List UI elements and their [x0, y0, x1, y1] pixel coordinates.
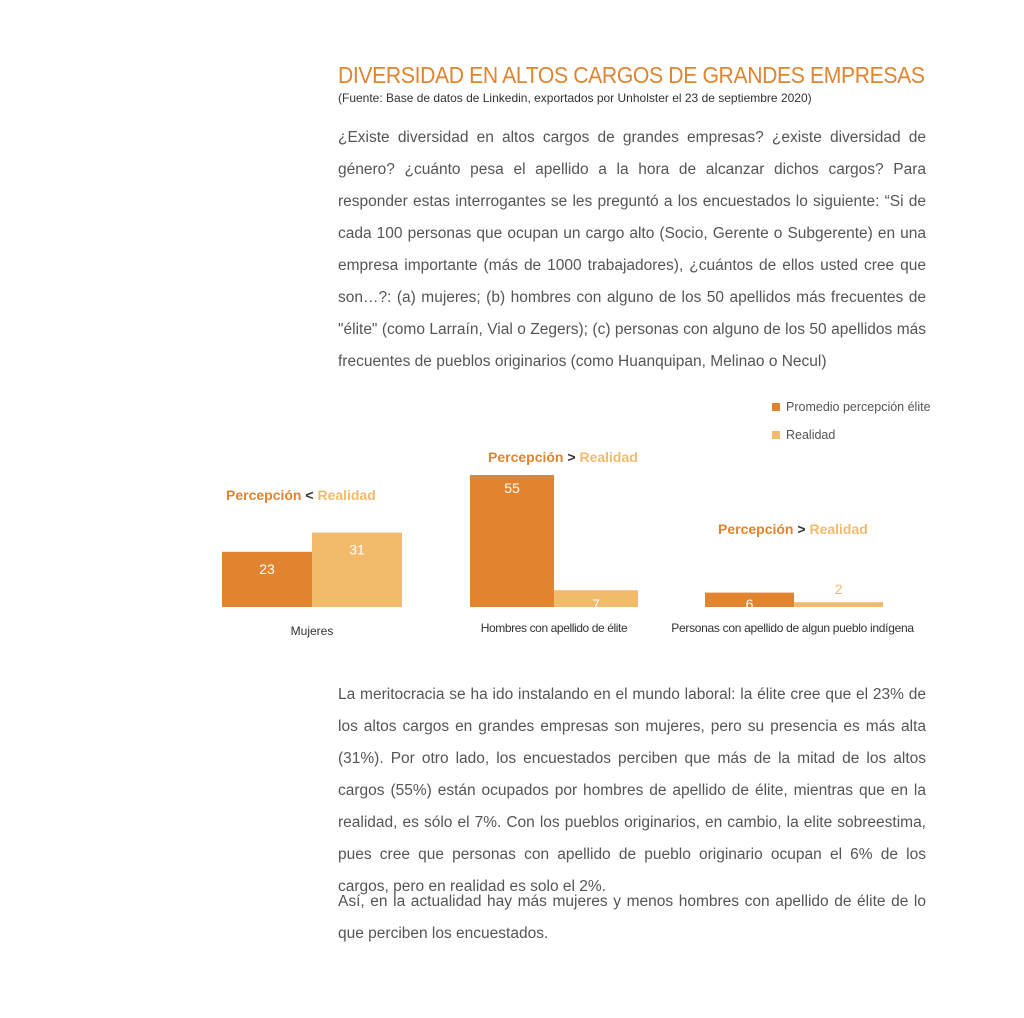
data-label-reality-2: 2 — [834, 581, 843, 598]
data-label-perception-1: 55 — [504, 480, 520, 496]
category-label-indigena: Personas con apellido de algun pueblo indígena — [671, 621, 914, 635]
comparison-reality: Realidad — [809, 521, 868, 537]
comparison-reality: Realidad — [579, 449, 638, 465]
conclusion-paragraph-2: Así, en la actualidad hay más mujeres y menos hombres con apellido de élite de lo que perciben los encuestados. — [338, 893, 926, 942]
comparison-operator: < — [305, 487, 314, 503]
category-label-mujeres: Mujeres — [290, 624, 334, 638]
legend-label-reality: Realidad — [786, 428, 836, 442]
comparison-perception: Percepción — [718, 521, 794, 537]
data-label-reality-1: 7 — [592, 596, 600, 612]
source-note: (Fuente: Base de datos de Linkedin, exportados por Unholster el 23 de septiembre 2020) — [338, 91, 812, 105]
data-label-reality-0: 31 — [349, 541, 365, 558]
bar-reality-2 — [794, 602, 883, 607]
data-label-perception-2: 6 — [745, 596, 754, 612]
legend-label-perception: Promedio percepción élite — [786, 400, 931, 414]
data-label-perception-0: 23 — [259, 560, 275, 577]
comparison-operator: > — [797, 521, 806, 537]
intro-paragraph: ¿Existe diversidad en altos cargos de grandes empresas? ¿existe diversidad de género? ¿cuánto pesa el apellido a la hora de alcanzar dichos cargos? Para responder estas interrogantes se les preguntó a los encuestados lo siguiente: “Si de cada 100 personas que ocupan un cargo alto (Socio, Gerente o Subgerente) en una empresa importante (más de 1000 trabajadores), ¿cuántos de ellos usted cree que son…?: (a) mujeres; (b) hombres con alguno de los 50 apellidos más frecuentes de "élite" (como Larraín, Vial o Zegers); (c) personas con alguno de los 50 apellidos más frecuentes de pueblos originarios (como Huanquipan, Melinao o Necul) — [338, 129, 926, 370]
comparison-reality: Realidad — [317, 487, 376, 503]
comparison-perception: Percepción — [226, 487, 302, 503]
chart-title: DIVERSIDAD EN ALTOS CARGOS DE GRANDES EMPRESAS — [338, 62, 925, 88]
conclusion-paragraph-1: La meritocracia se ha ido instalando en el mundo laboral: la élite cree que el 23% de los altos cargos en grandes empresas son mujeres, pero su presencia es más alta (31%). Por otro lado, los encuestados perciben que más de la mitad de los altos cargos (55%) están ocupados por hombres de apellido de élite, mientras que en la realidad, es sólo el 7%. Con los pueblos originarios, en cambio, la elite sobreestima, pues cree que personas con apellido de pueblo originario ocupan el 6% de los cargos, pero en realidad es solo el 2%. — [338, 686, 926, 895]
category-label-elite: Hombres con apellido de élite — [480, 621, 628, 635]
comparison-operator: > — [567, 449, 576, 465]
comparison-perception: Percepción — [488, 449, 564, 465]
